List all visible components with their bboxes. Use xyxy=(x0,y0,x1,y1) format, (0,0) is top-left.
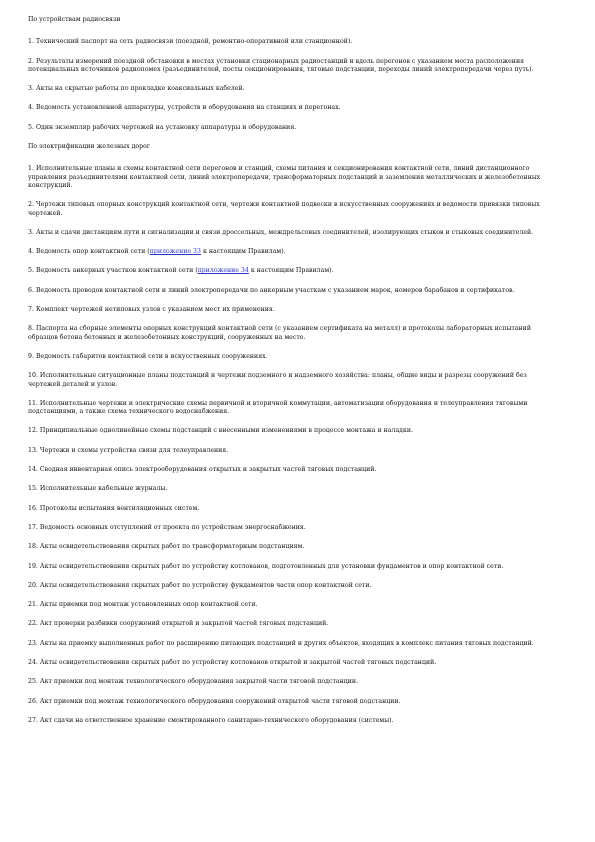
item-text: Акты освидетельствования скрытых работ по трансформаторным подстанциям. xyxy=(39,543,305,551)
item-text: Акты освидетельствования скрытых работ по устройству фундаментов части опор контактной сети. xyxy=(39,581,372,589)
list-item xyxy=(28,306,555,314)
item-number: 16. xyxy=(28,504,38,512)
item-number: 4. xyxy=(28,248,34,256)
list-item xyxy=(28,201,555,218)
item-number: 2. xyxy=(28,57,34,65)
list-item xyxy=(28,38,555,46)
list-item xyxy=(28,447,555,455)
item-number: 7. xyxy=(28,306,34,314)
item-text: Чертежи типовых опорных конструкций контактной сети, чертежи контактной подвески в искусственных сооружениях и ведомости привязки типовых чертежей. xyxy=(28,201,540,217)
item-text: Сводная инвентарная опись электрооборудования открытых и закрытых частей тяговых подстанций. xyxy=(39,466,377,474)
list-item xyxy=(28,640,555,648)
item-text: Акт приемки под монтаж технологического оборудования сооружений открытой части тяговой подстанции. xyxy=(39,697,401,705)
appendix-link[interactable]: приложение 34 xyxy=(197,267,249,275)
list-item xyxy=(28,582,555,590)
list-item xyxy=(28,466,555,474)
item-text: Акты освидетельствования скрытых работ по устройству котлованов, подготовленных для установки фундаментов и опор контактной сети. xyxy=(39,562,504,570)
item-number: 18. xyxy=(28,543,38,551)
item-number: 17. xyxy=(28,523,38,531)
item-text: Акты освидетельствования скрытых работ по устройству котлованов открытой и закрытой частей тяговых подстанций. xyxy=(39,658,437,666)
item-number: 23. xyxy=(28,639,38,647)
item-text: Принципиальные однолинейные схемы подстанций с внесенными изменениями в процессе монтажа и наладки. xyxy=(39,427,413,435)
item-text: Акты и сдачи дистанциям пути и сигнализации и связи дроссельных, междрельсовых соединителей, изолирующих стыков и стыковых соединителей. xyxy=(35,228,534,236)
list-item xyxy=(28,165,555,190)
item-text: Исполнительные ситуационные планы подстанций и чертежи подземного и надземного хозяйства: планы, общие виды и разрезы сооружений без чертежей деталей и узлов. xyxy=(28,372,527,388)
list-item xyxy=(28,353,555,361)
list-item xyxy=(28,485,555,493)
item-text: Акт проверки разбивки сооружений открытой и закрытой частей тяговых подстанций. xyxy=(39,620,329,628)
list-item xyxy=(28,427,555,435)
list-item xyxy=(28,267,555,275)
item-number: 22. xyxy=(28,620,38,628)
item-text: Исполнительные чертежи и электрические схемы первичной и вторичной коммутации, автоматизации оборудования и телеуправления тяговыми подстанциями, а также схема технического водоснабжения. xyxy=(28,399,528,416)
item-text: Комплект чертежей нетиповых узлов с указанием мест их применения. xyxy=(35,306,275,314)
item-text: Акты приемки под монтаж установленных опор контактной сети. xyxy=(39,601,258,609)
list-item xyxy=(28,287,555,295)
item-text: Паспорта на сборные элементы опорных конструкций контактной сети (с указанием сертификата на металл) и протоколы лабораторных испытаний образцов бетона бетонных и железобетонных конструкций, сооруженных на месте. xyxy=(28,325,531,341)
item-text: Акт приемки под монтаж технологического оборудования закрытой части тяговой подстанции. xyxy=(39,678,359,686)
item-number: 27. xyxy=(28,716,38,724)
item-number: 5. xyxy=(28,267,34,275)
item-number: 3. xyxy=(28,85,34,93)
list-item xyxy=(28,678,555,686)
list-item xyxy=(28,104,555,112)
item-number: 1. xyxy=(28,38,34,46)
list-item xyxy=(28,124,555,132)
item-number: 2. xyxy=(28,201,34,209)
item-text: Результаты измерений поездной обстановки в местах установки стационарных радиостанций и вдоль перегонов с указанием места расположения потенциальных источников радиопомех (разъединителей, посты секционирования, тяговые подстанции, переходы линий электропередачи через путь). xyxy=(28,57,534,73)
appendix-link[interactable]: приложение 33 xyxy=(149,248,201,256)
list-item xyxy=(28,58,555,75)
item-text: Ведомость основных отступлений от проекта по устройствам энергоснабжения. xyxy=(39,523,306,531)
list-item xyxy=(28,229,555,237)
item-number: 26. xyxy=(28,697,38,705)
item-text: Акты на скрытые работы по прокладке коаксиальных кабелей. xyxy=(35,85,245,93)
item-text: Один экземпляр рабочих чертежей на установку аппаратуры и оборудования. xyxy=(35,123,297,131)
item-number: 13. xyxy=(28,446,38,454)
item-text-before: Ведомость опор контактной сети ( xyxy=(35,248,150,256)
item-text: Акт сдачи на ответственное хранение смонтированного санитарно-технического оборудования (системы). xyxy=(39,716,394,724)
item-number: 1. xyxy=(28,165,34,173)
section-heading: По электрификации железных дорог xyxy=(28,143,151,151)
item-number: 15. xyxy=(28,485,38,493)
list-item xyxy=(28,505,555,513)
list-item xyxy=(28,524,555,532)
item-number: 25. xyxy=(28,678,38,686)
item-number: 21. xyxy=(28,601,38,609)
list-item xyxy=(28,325,555,342)
list-item xyxy=(28,698,555,706)
item-number: 11. xyxy=(28,399,38,407)
list-item xyxy=(28,543,555,551)
list-item xyxy=(28,717,555,725)
item-text: Чертежи и схемы устройства связи для телеуправления. xyxy=(39,446,229,454)
list-item xyxy=(28,563,555,571)
item-text-after: к настоящим Правилам). xyxy=(248,267,334,275)
list-item xyxy=(28,620,555,628)
item-number: 4. xyxy=(28,104,34,112)
list-item xyxy=(28,601,555,609)
item-text-after: к настоящим Правилам). xyxy=(200,248,286,256)
item-text: Ведомость проводов контактной сети и линий электропередачи по анкерным участкам с указанием марок, номеров барабанов и сертификатов. xyxy=(35,286,515,294)
item-number: 19. xyxy=(28,562,38,570)
list-item xyxy=(28,400,555,417)
item-text-before: Ведомость анкерных участков контактной сети ( xyxy=(35,267,198,275)
item-number: 3. xyxy=(28,228,34,236)
item-text: Ведомость габаритов контактной сети в искусственных сооружениях. xyxy=(35,352,268,360)
item-text: Акты на приемку выполненных работ по расширению питающих подстанций и других объектов, входящих в комплекс питания тяговых подстанций. xyxy=(39,639,534,647)
item-text: Исполнительные кабельные журналы. xyxy=(39,485,168,493)
document-body xyxy=(28,16,555,725)
item-number: 6. xyxy=(28,286,34,294)
item-number: 12. xyxy=(28,427,38,435)
item-text: Протоколы испытания вентиляционных систем. xyxy=(39,504,200,512)
item-number: 20. xyxy=(28,581,38,589)
item-number: 24. xyxy=(28,658,38,666)
list-item xyxy=(28,85,555,93)
list-item xyxy=(28,659,555,667)
item-number: 5. xyxy=(28,123,34,131)
item-text: Ведомость установленной аппаратуры, устройств и оборудования на станциях и перегонах. xyxy=(35,104,341,112)
item-text: Исполнительные планы и схемы контактной сети перегонов и станций, схемы питания и секционирования контактной сети, линий дистанционного управления разъединителями контактной сети, линий электропередачи, трансформаторных подстанций и заземления металлических и железобетонных конструкций. xyxy=(28,165,541,189)
item-number: 9. xyxy=(28,352,34,360)
list-item xyxy=(28,372,555,389)
item-text: Технический паспорт на сеть радиосвязи (поездной, ремонтно-оперативной или станционной). xyxy=(35,38,353,46)
section-heading: По устройствам радиосвязи xyxy=(28,16,121,23)
item-number: 10. xyxy=(28,372,38,380)
list-item xyxy=(28,248,555,256)
item-number: 14. xyxy=(28,466,38,474)
item-number: 8. xyxy=(28,325,34,333)
